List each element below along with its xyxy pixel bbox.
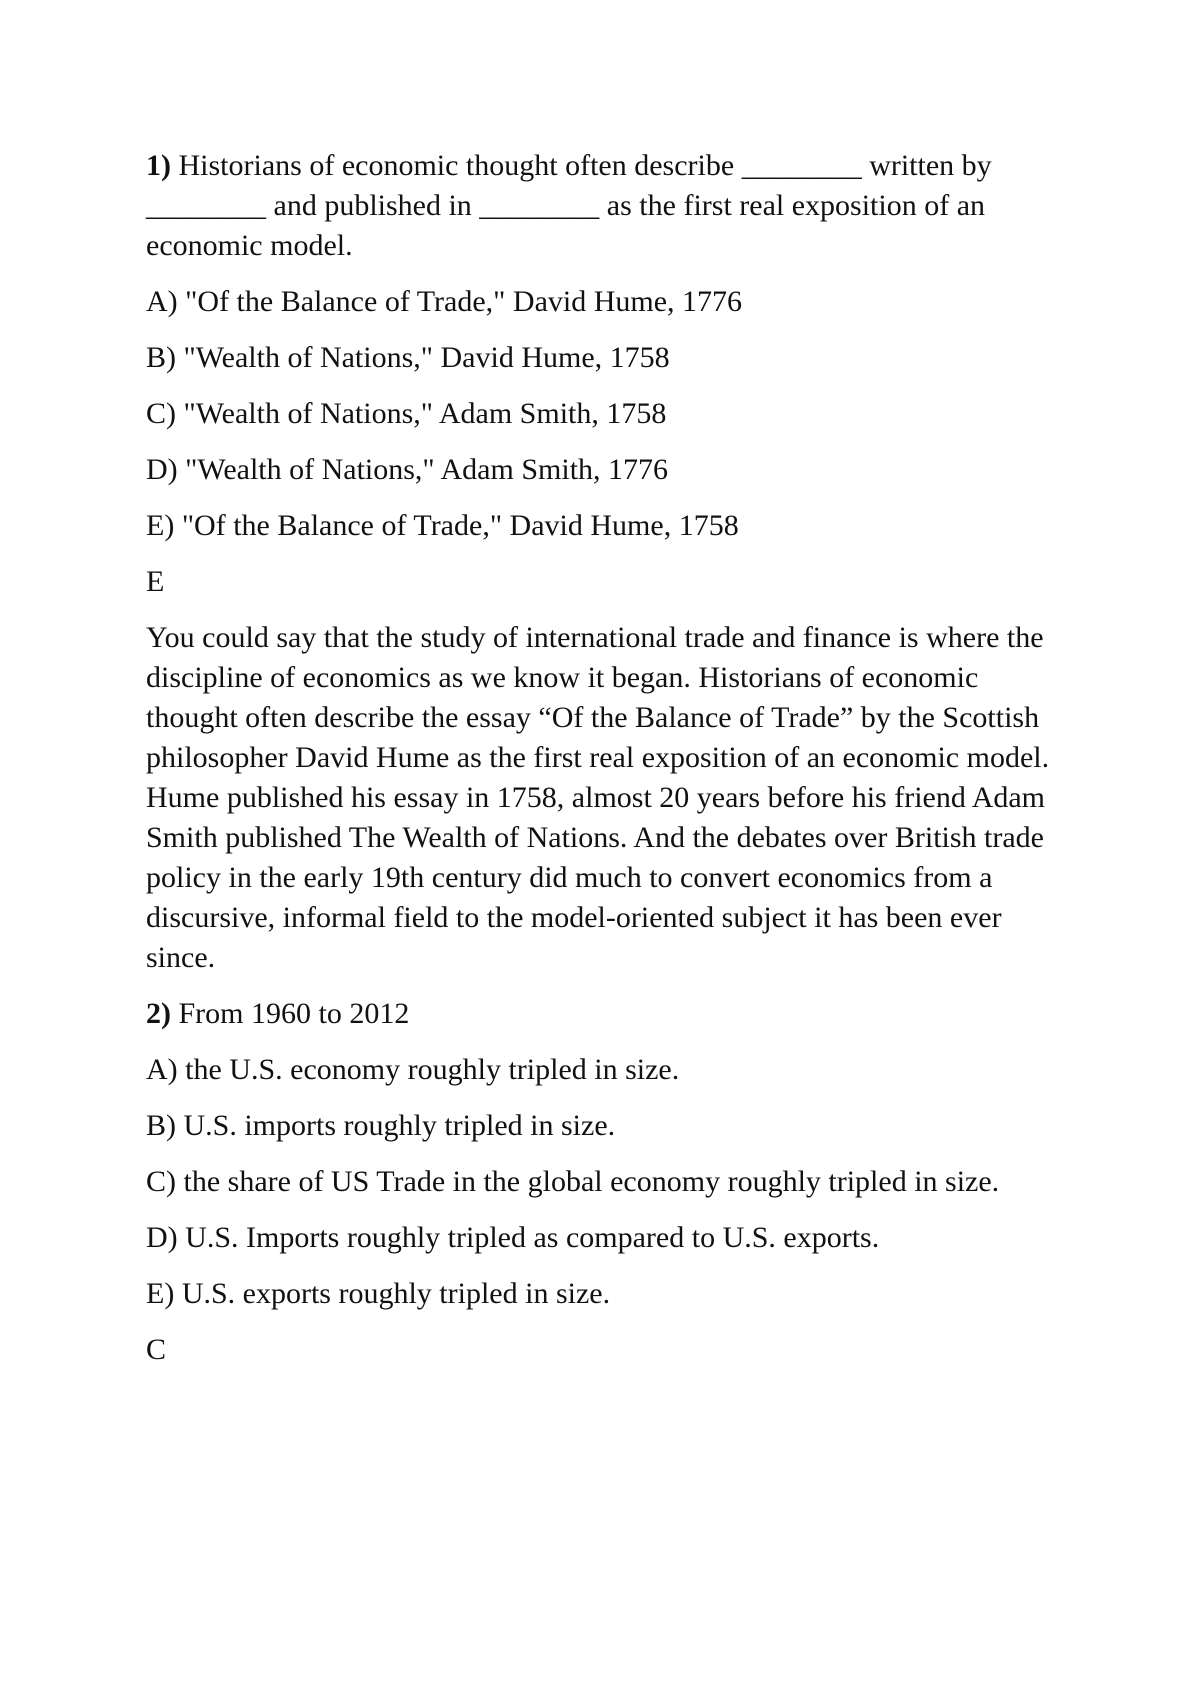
question-2-option-a: A) the U.S. economy roughly tripled in size. — [146, 1053, 680, 1086]
question-1-explanation: You could say that the study of international trade and finance is where the discipline of economics as we know it began. Historians of economic thought often describe the essay “Of the Balance of Trade” by the Scottish philosopher David Hume as the first real exposition of an economic model. Hume published his essay in 1758, almost 20 years before his friend Adam Smith published The Wealth of Nations. And the debates over British trade policy in the early 19th century did much to convert economics from a discursive, informal field to the model-oriented subject it has been ever since. — [146, 621, 1050, 974]
question-2-number: 2) — [146, 997, 171, 1030]
question-1-option-c: C) "Wealth of Nations," Adam Smith, 1758 — [146, 397, 667, 430]
question-1-option-b: B) "Wealth of Nations," David Hume, 1758 — [146, 341, 670, 374]
question-1-text: Historians of economic thought often describe ________ written by ________ and published in ________ as the first real exposition of an economic model. — [146, 149, 992, 262]
question-1-option-e: E) "Of the Balance of Trade," David Hume, 1758 — [146, 509, 739, 542]
question-1-option-a: A) "Of the Balance of Trade," David Hume, 1776 — [146, 285, 743, 318]
question-1-number: 1) — [146, 149, 171, 182]
question-1-answer: E — [146, 565, 165, 598]
question-2-answer: C — [146, 1333, 167, 1366]
question-2-option-d: D) U.S. Imports roughly tripled as compared to U.S. exports. — [146, 1221, 880, 1254]
question-1-option-d: D) "Wealth of Nations," Adam Smith, 1776 — [146, 453, 669, 486]
question-1 — [146, 146, 1066, 266]
question-2-option-b: B) U.S. imports roughly tripled in size. — [146, 1109, 616, 1142]
question-2-option-c: C) the share of US Trade in the global economy roughly tripled in size. — [146, 1165, 1000, 1198]
question-2 — [146, 994, 1066, 1034]
question-2-option-e: E) U.S. exports roughly tripled in size. — [146, 1277, 611, 1310]
question-2-text: From 1960 to 2012 — [178, 997, 410, 1030]
document-content — [146, 146, 1066, 1386]
